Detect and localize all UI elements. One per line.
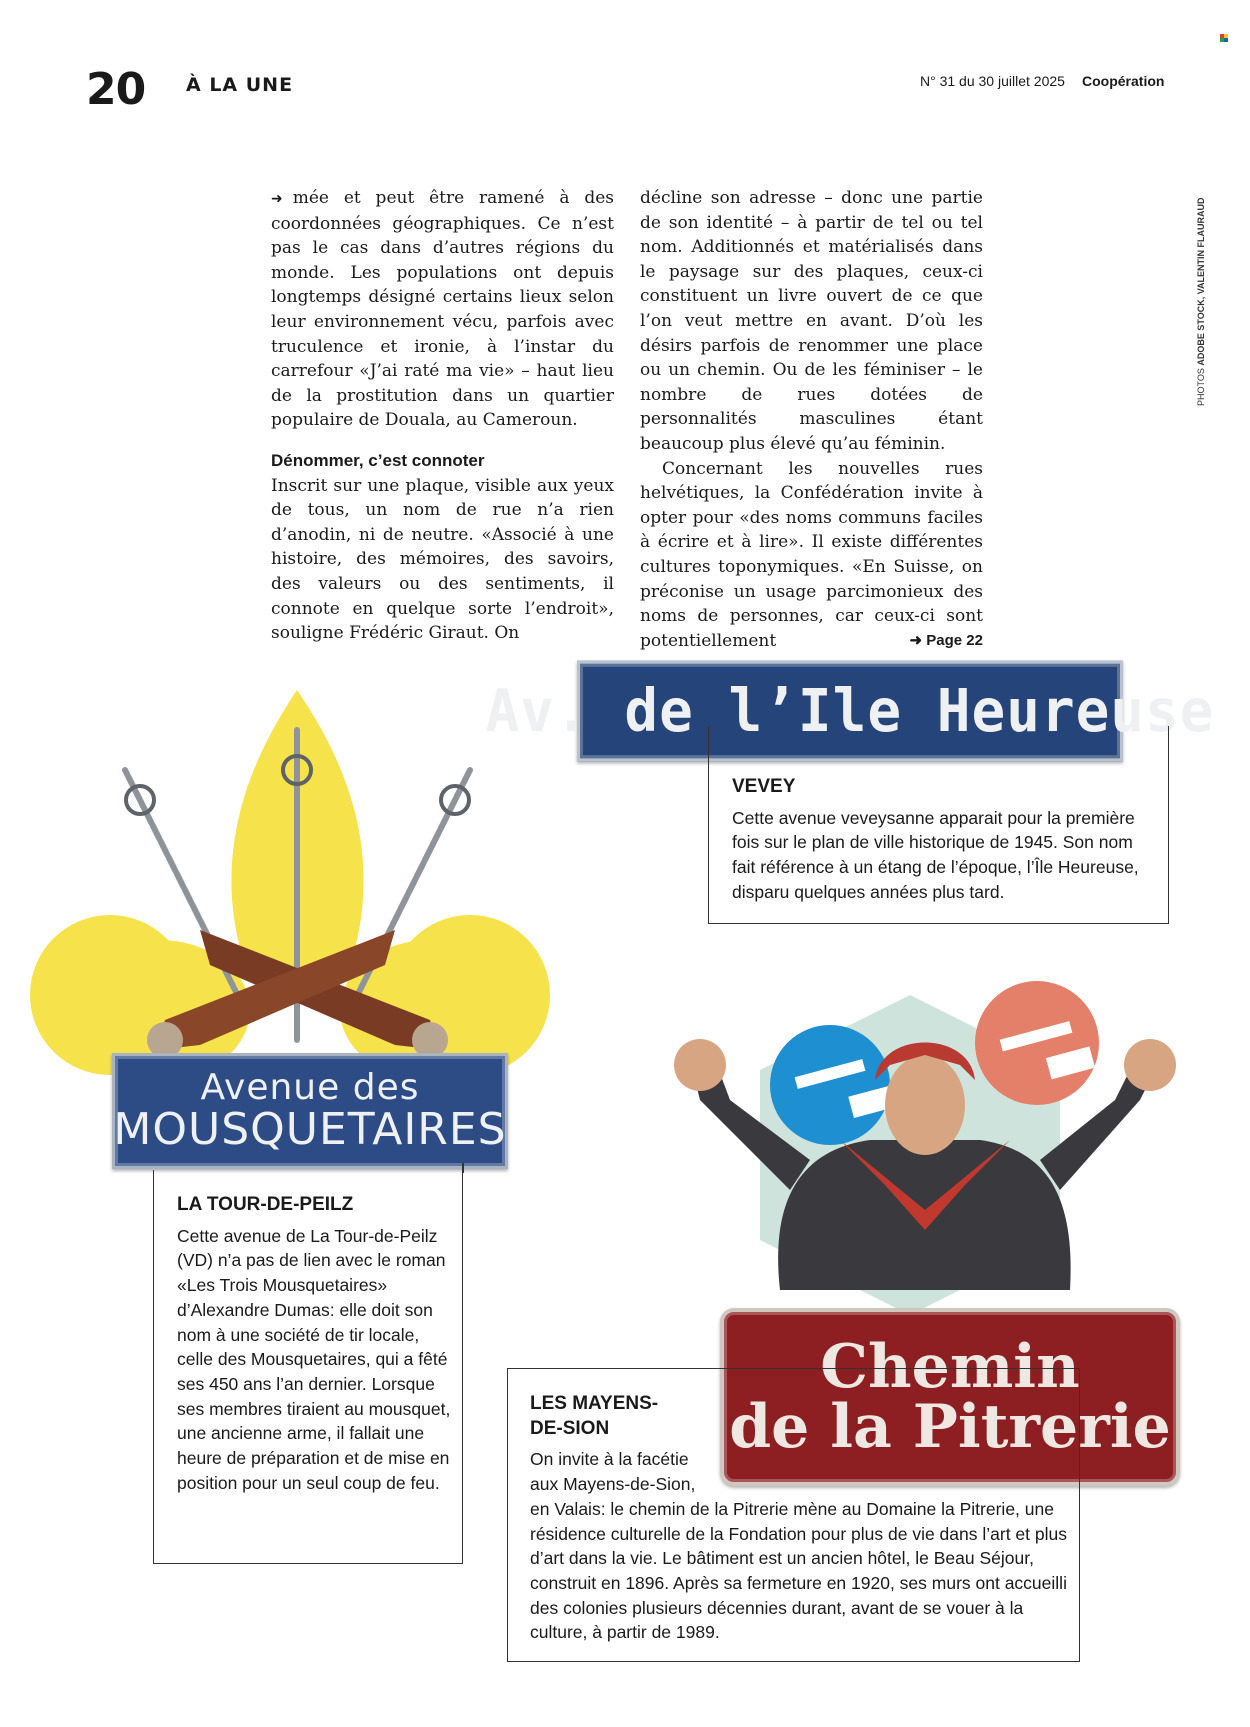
caption-text: On invite à la facétie aux Mayens-de-Sion, <box>530 1449 696 1495</box>
caption-text: Cette avenue de La Tour-de-Peilz (VD) n’a pas de lien avec le roman «Les Trois Mousquetaires» d’Alexandre Dumas: elle doit son nom à une société de tir locale, celle des Mousquetaires, qui a fêté ses 450 ans l’an dernier. Lorsque ses membres tiraient au mousquet, une ancienne arme, il fallait une heure de préparation et de mise en position pour un seul coup de feu. <box>177 1225 451 1493</box>
page-number: 20 <box>86 64 146 115</box>
section-title: À LA UNE <box>186 74 294 96</box>
brand-name: Coopération <box>1082 73 1165 89</box>
caption-title-line: LES MAYENS- <box>530 1393 659 1414</box>
caption-title: VEVEY <box>732 776 796 797</box>
photo-credit-label: PHOTOS <box>1196 368 1206 406</box>
fleur-de-lis-shape <box>30 690 550 1080</box>
caption-title: LA TOUR-DE-PEILZ <box>177 1194 354 1215</box>
article-paragraph: décline son adresse – donc une partie de son identité – à partir de tel ou tel nom. Additionnés et matérialisés dans le paysage sur des plaques, ceux-ci constituent un livre ouvert de ce que l’on veut mettre en avant. D’où les désirs parfois de renommer une place ou un chemin. Ou de les féminiser – le nombre de rues dotées de personnalités masculines étant beaucoup plus élevé qu’au féminin. <box>640 188 983 454</box>
sign-line-2: MOUSQUETAIRES <box>113 1103 507 1155</box>
caption-text: Cette avenue veveysanne apparait pour la première fois sur le plan de ville historique de 1945. Son nom fait référence à un étang de l’époque, l’Île Heureuse, disparu quelques années plus tard. <box>732 807 1139 902</box>
street-sign-mousquetaires <box>112 1053 508 1169</box>
article-paragraph: Inscrit sur une plaque, visible aux yeux de tous, un nom de rue n’a rien d’anodin, ni de neutre. «Associé à une histoire, des mémoires, des savoirs, des valeurs ou des sentiments, il connote en quelque sorte l’endroit», souligne Frédéric Giraut. On <box>271 475 614 644</box>
issue-info: N° 31 du 30 juillet 2025 <box>920 73 1065 89</box>
caption-tour-de-peilz <box>177 1193 457 1495</box>
continued-label: Page 22 <box>926 631 983 649</box>
paragraph-text: Concernant les nouvelles rues helvétiques, la Confédération invite à opter pour «des noms communs faciles à écrire et à lire». Il existe différentes cultures toponymiques. «En Suisse, on préconise un usage parcimonieux des noms de personnes, car ceux-ci sont potentiellement <box>640 458 983 651</box>
caption-box-edge <box>462 1163 464 1173</box>
arrow-right-icon: ➜ <box>909 631 923 649</box>
sign-line-1: Chemin <box>820 1332 1080 1402</box>
caption-title-line: DE-SION <box>530 1417 610 1439</box>
letter-e-icon <box>975 981 1099 1105</box>
caption-vevey <box>732 775 1142 905</box>
article-subhead: Dénommer, c’est connoter <box>271 450 485 470</box>
arrow-right-icon: ➜ <box>271 191 283 207</box>
street-sign-vevey: Av. de l’Ile Heureuse <box>577 661 1123 762</box>
caption-text: en Valais: le chemin de la Pitrerie mène au Domaine la Pitrerie, une résidence culturelle de la Fondation pour plus de vie dans l’art et plus d’art dans la vie. Le bâtiment est un ancien hôtel, le Beau Séjour, construit en 1896. Après sa fermeture en 1920, ses murs ont accueilli des colonies plusieurs décennies durant, avant de se vouer à la culture, à partir de 1989. <box>530 1498 1067 1643</box>
caption-mayens-de-sion <box>530 1392 1070 1645</box>
paragraph-text: mée et peut être ramené à des coordonnées géographiques. Ce n’est pas le cas dans d’autres régions du monde. Les populations ont depuis longtemps désigné certains lieux selon leur environnement vécu, parfois avec truculence et ironie, à l’instar du carrefour «J’ai raté ma vie» – haut lieu de la prostitution dans un quartier populaire de Douala, au Cameroun. <box>271 188 614 431</box>
sign-line-2: de la Pitrerie <box>729 1392 1171 1462</box>
sign-line-1: Avenue des <box>200 1067 420 1108</box>
photo-credit-names: ADOBE STOCK, VALENTIN FLAURAUD <box>1196 197 1206 366</box>
caption-title <box>530 1392 1070 1441</box>
jester-figure <box>674 1039 1176 1290</box>
